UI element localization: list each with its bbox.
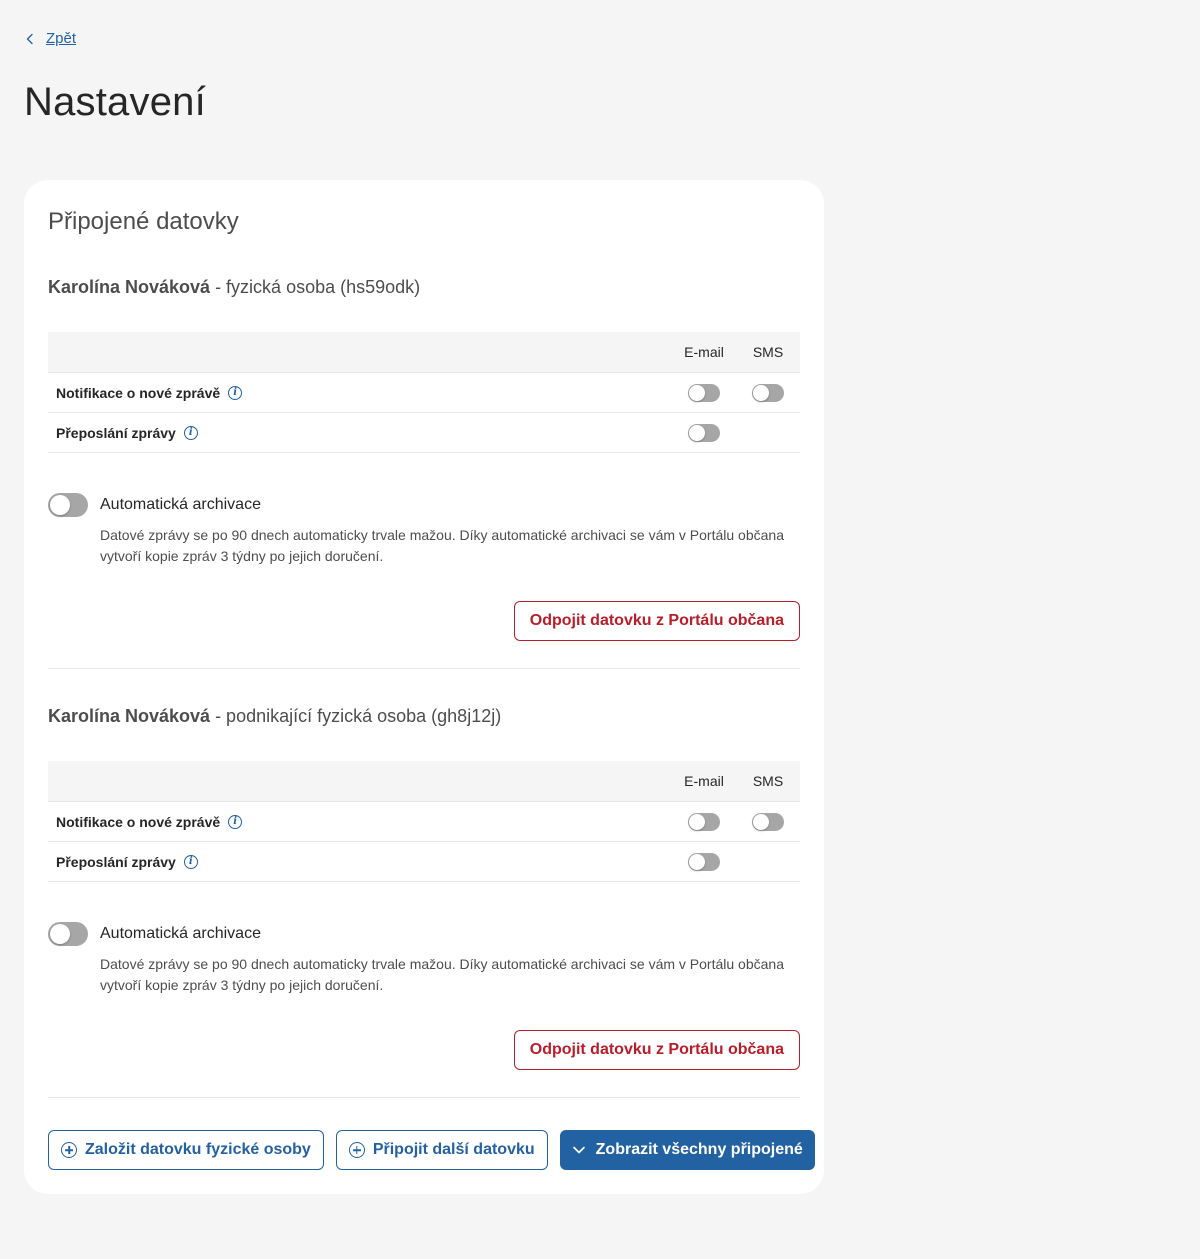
info-icon[interactable]: i	[228, 815, 242, 829]
email-toggle[interactable]	[688, 384, 720, 402]
databox-owner: Karolína Nováková	[48, 277, 211, 297]
row-label: Notifikace o nové zprávě	[56, 384, 221, 401]
connected-boxes-card	[24, 180, 824, 1194]
email-toggle[interactable]	[688, 813, 720, 831]
plus-circle-icon	[61, 1142, 77, 1158]
notification-row-forwarding	[48, 413, 800, 453]
column-email: E-mail	[684, 773, 724, 789]
row-label: Notifikace o nové zprávě	[56, 813, 221, 830]
back-label: Zpět	[46, 30, 77, 47]
disconnect-button[interactable]: Odpojit datovku z Portálu občana	[514, 601, 800, 641]
databox-owner: Karolína Nováková	[48, 706, 211, 726]
connect-databox-button[interactable]	[336, 1130, 548, 1170]
show-all-connected-label: Zobrazit všechny připojené	[595, 1141, 803, 1158]
notification-row-forwarding	[48, 842, 800, 882]
notification-table	[48, 332, 800, 453]
column-sms: SMS	[752, 344, 784, 360]
auto-archive-toggle[interactable]	[48, 493, 88, 517]
notification-table-header	[48, 761, 800, 802]
notification-table-header	[48, 332, 800, 373]
card-actions	[48, 1130, 815, 1170]
column-email: E-mail	[684, 344, 724, 360]
info-icon[interactable]: i	[228, 386, 242, 400]
row-label: Přeposlání zprávy	[56, 424, 176, 441]
section-divider	[48, 1097, 800, 1098]
auto-archive-setting	[48, 922, 800, 996]
chevron-left-icon	[24, 33, 36, 45]
back-link[interactable]	[24, 30, 76, 47]
info-icon[interactable]: i	[184, 855, 198, 869]
email-toggle[interactable]	[688, 424, 720, 442]
auto-archive-description: Datové zprávy se po 90 dnech automaticky trvale mažou. Díky automatické archivaci se vám v Portálu občana vytvoří kopie zpráv 3 týdny po jejich doručení.	[100, 956, 784, 993]
auto-archive-setting	[48, 493, 800, 567]
databox-title	[48, 275, 800, 299]
plus-circle-icon	[349, 1142, 365, 1158]
row-label: Přeposlání zprávy	[56, 853, 176, 870]
databox-title	[48, 704, 800, 728]
column-sms: SMS	[752, 773, 784, 789]
auto-archive-description: Datové zprávy se po 90 dnech automaticky trvale mažou. Díky automatické archivaci se vám v Portálu občana vytvoří kopie zpráv 3 týdny po jejich doručení.	[100, 527, 784, 564]
create-databox-button[interactable]	[48, 1130, 324, 1170]
notification-row-new-message	[48, 802, 800, 842]
show-all-connected-button[interactable]	[560, 1130, 815, 1170]
sms-toggle[interactable]	[752, 384, 784, 402]
connect-databox-label: Připojit další datovku	[372, 1141, 535, 1158]
auto-archive-label: Automatická archivace	[100, 496, 261, 513]
email-toggle[interactable]	[688, 853, 720, 871]
databox-section	[48, 704, 800, 1070]
create-databox-label: Založit datovku fyzické osoby	[85, 1141, 311, 1158]
auto-archive-label: Automatická archivace	[100, 925, 261, 942]
auto-archive-toggle[interactable]	[48, 922, 88, 946]
chevron-down-icon	[572, 1143, 586, 1157]
databox-type: - podnikající fyzická osoba (gh8j12j)	[210, 706, 502, 726]
databox-type: - fyzická osoba (hs59odk)	[210, 277, 421, 297]
info-icon[interactable]: i	[184, 426, 198, 440]
notification-row-new-message	[48, 373, 800, 413]
notification-table	[48, 761, 800, 882]
sms-toggle[interactable]	[752, 813, 784, 831]
databox-section	[48, 275, 800, 641]
section-divider	[48, 668, 800, 669]
card-title: Připojené datovky	[48, 208, 239, 235]
disconnect-button[interactable]: Odpojit datovku z Portálu občana	[514, 1030, 800, 1070]
page-title: Nastavení	[24, 80, 206, 124]
